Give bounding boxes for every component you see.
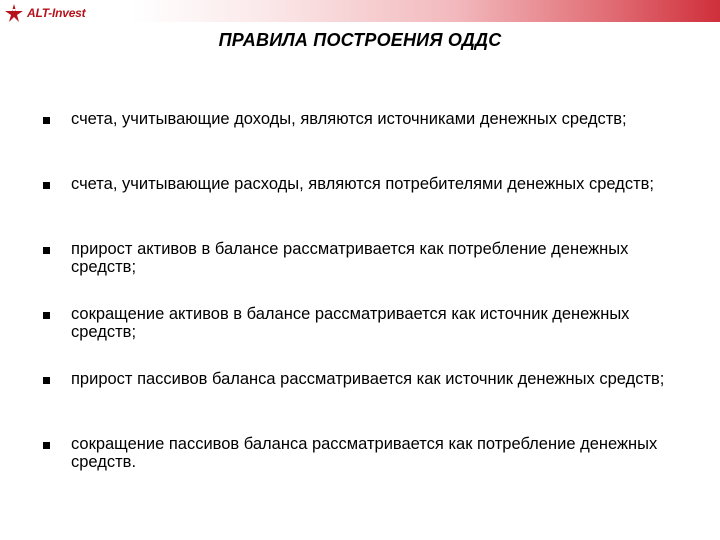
logo: [3, 3, 85, 23]
square-bullet-icon: [43, 442, 50, 449]
rule-item: [0, 240, 720, 305]
square-bullet-icon: [43, 377, 50, 384]
rule-item: [0, 370, 720, 435]
square-bullet-icon: [43, 182, 50, 189]
rule-text: счета, учитывающие доходы, являются источниками денежных средств;: [71, 110, 627, 128]
square-bullet-icon: [43, 247, 50, 254]
rule-text: прирост активов в балансе рассматривается как потребление денежных средств;: [71, 240, 629, 276]
square-bullet-icon: [43, 117, 50, 124]
rules-list: [0, 110, 720, 500]
rule-text: сокращение пассивов баланса рассматривается как потребление денежных средств.: [71, 435, 658, 471]
rule-item: [0, 435, 720, 500]
header-gradient-band: [132, 0, 720, 22]
page-title: ПРАВИЛА ПОСТРОЕНИЯ ОДДС: [218, 30, 502, 50]
rule-text: прирост пассивов баланса рассматривается как источник денежных средств;: [71, 370, 665, 388]
rule-item: [0, 175, 720, 240]
rule-item: [0, 110, 720, 175]
header-bar: [0, 0, 720, 27]
logo-text: ALT-Invest: [27, 6, 86, 20]
rule-item: [0, 305, 720, 370]
rule-text: счета, учитывающие расходы, являются потребителями денежных средств;: [71, 175, 654, 193]
alt-invest-star-logo-icon: [3, 3, 25, 23]
rule-text: сокращение активов в балансе рассматривается как источник денежных средств;: [71, 305, 630, 341]
square-bullet-icon: [43, 312, 50, 319]
